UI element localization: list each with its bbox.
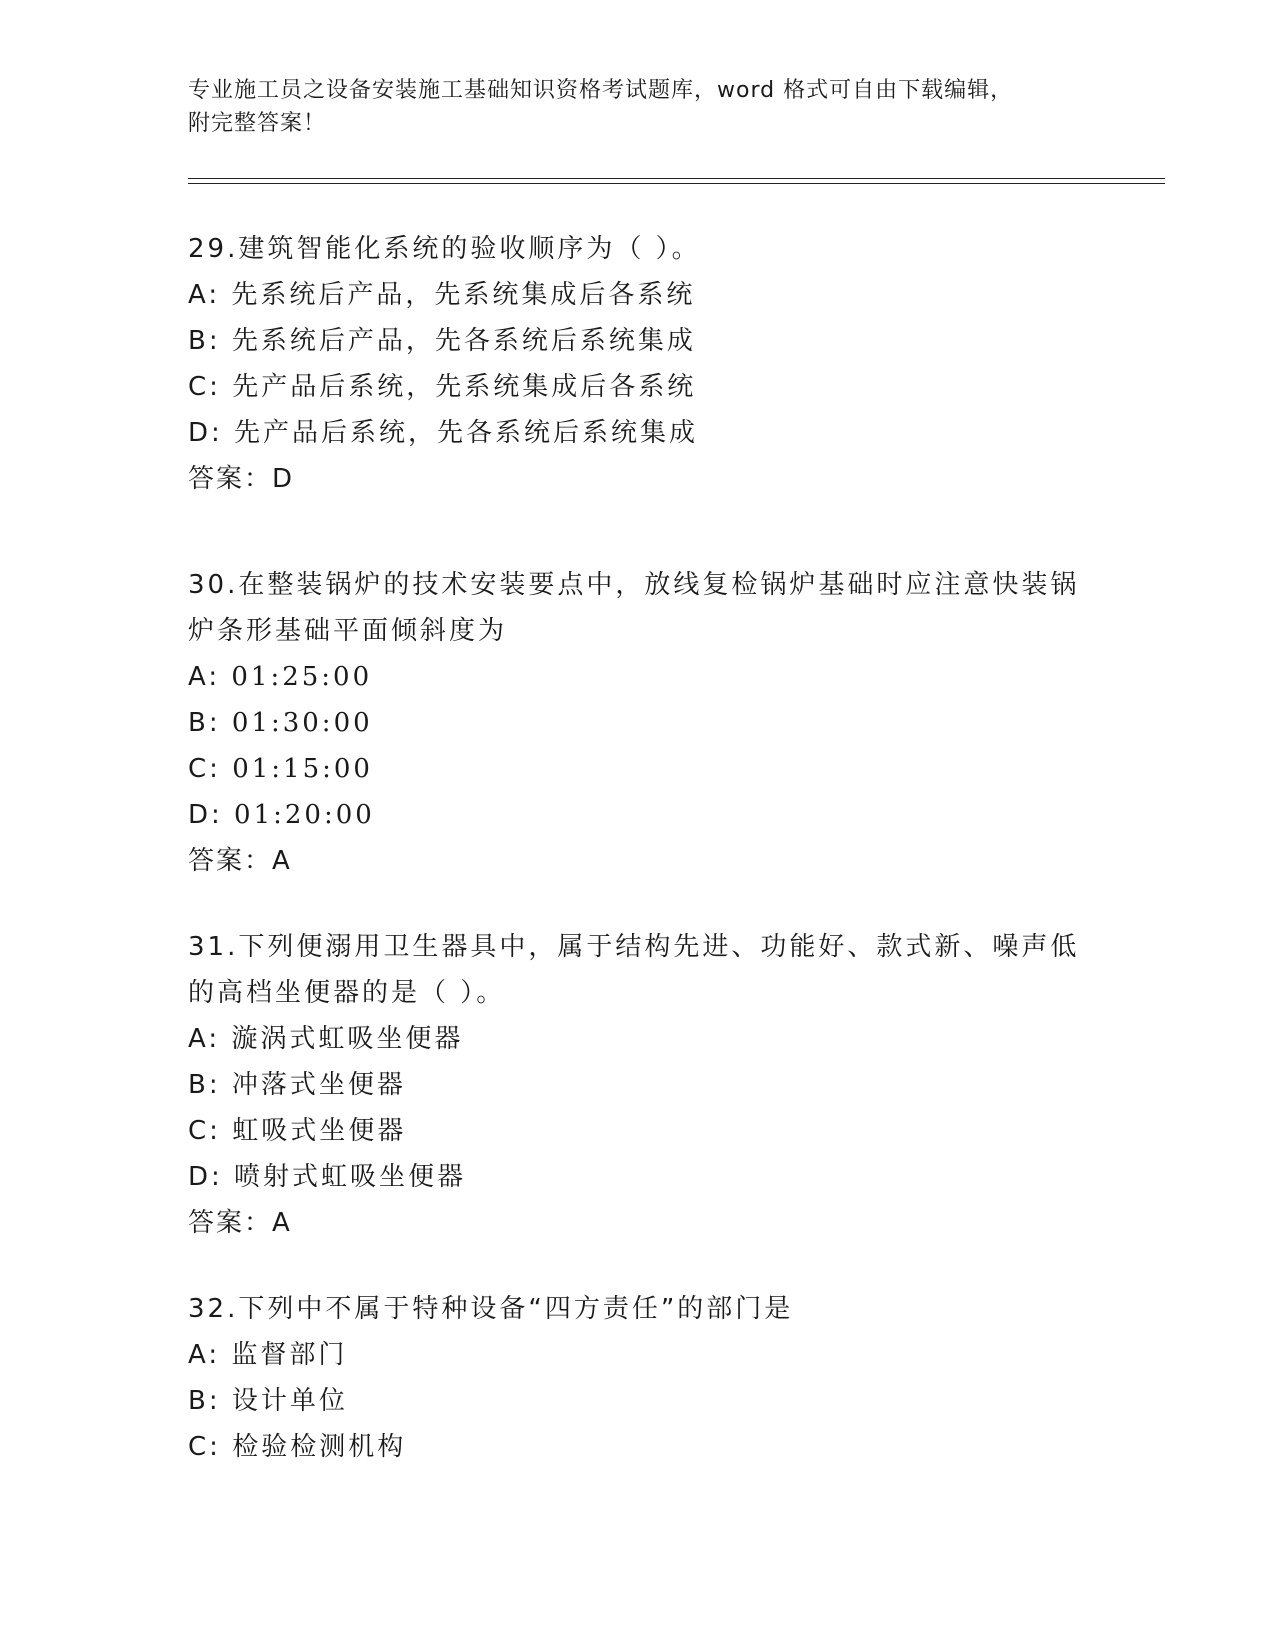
question-32: [188, 1286, 1088, 1470]
answer-line: 答案：D: [188, 464, 295, 494]
option-text: 冲落式坐便器: [231, 1070, 406, 1100]
option-b: [188, 318, 1088, 364]
option-b: [188, 700, 1088, 746]
option-text: 01:20:00: [234, 800, 375, 830]
option-d: [188, 1154, 1088, 1200]
option-c: [188, 364, 1088, 410]
option-b: [188, 1062, 1088, 1108]
question-30: [188, 562, 1088, 884]
option-b: [188, 1378, 1088, 1424]
option-a: [188, 1016, 1088, 1062]
header-line-1: 专业施工员之设备安装施工基础知识资格考试题库，word 格式可自由下载编辑，: [188, 78, 1014, 103]
option-text: 先系统后产品，先系统集成后各系统: [231, 280, 696, 310]
option-text: 01:25:00: [231, 662, 373, 692]
question-29: [188, 226, 1088, 502]
header-line-2: 附完整答案！: [188, 111, 327, 136]
option-c: [188, 746, 1088, 792]
option-key: C:: [188, 372, 221, 402]
option-key: B:: [188, 326, 221, 356]
option-text: 漩涡式虹吸坐便器: [231, 1024, 464, 1054]
answer-line: 答案：A: [188, 846, 292, 876]
option-key: D:: [188, 418, 223, 448]
option-key: A:: [188, 662, 221, 692]
option-key: B:: [188, 1070, 221, 1100]
option-a: [188, 1332, 1088, 1378]
option-key: A:: [188, 280, 221, 310]
header-divider-top: [188, 178, 1165, 179]
option-key: C:: [188, 1432, 221, 1462]
question-stem-line-2: 炉条形基础平面倾斜度为: [188, 616, 508, 646]
option-key: D:: [188, 1162, 223, 1192]
option-key: C:: [188, 754, 221, 784]
option-key: D:: [188, 800, 223, 830]
option-a: [188, 272, 1088, 318]
question-stem: 32.下列中不属于特种设备“四方责任”的部门是: [188, 1294, 794, 1324]
option-key: B:: [188, 1386, 221, 1416]
option-text: 监督部门: [231, 1340, 348, 1370]
option-c: [188, 1424, 1088, 1470]
question-stem-line-2: 的高档坐便器的是（ ）。: [188, 978, 506, 1008]
option-a: [188, 654, 1088, 700]
option-d: [188, 792, 1088, 838]
option-d: [188, 410, 1088, 456]
option-key: A:: [188, 1024, 221, 1054]
option-text: 先产品后系统，先系统集成后各系统: [232, 372, 697, 402]
option-text: 虹吸式坐便器: [232, 1116, 407, 1146]
option-text: 先产品后系统，先各系统后系统集成: [234, 418, 699, 448]
option-text: 01:15:00: [232, 754, 373, 784]
option-c: [188, 1108, 1088, 1154]
option-text: 01:30:00: [231, 708, 373, 738]
option-key: A:: [188, 1340, 221, 1370]
document-header: [188, 74, 1088, 140]
header-divider-bottom: [188, 183, 1165, 184]
option-key: B:: [188, 708, 221, 738]
question-stem-line-1: 30.在整装锅炉的技术安装要点中，放线复检锅炉基础时应注意快装锅: [188, 570, 1080, 600]
question-31: [188, 924, 1088, 1246]
answer-line: 答案：A: [188, 1208, 292, 1238]
question-stem-line-1: 31.下列便溺用卫生器具中，属于结构先进、功能好、款式新、噪声低: [188, 932, 1080, 962]
option-text: 喷射式虹吸坐便器: [234, 1162, 467, 1192]
question-stem: 29.建筑智能化系统的验收顺序为（ ）。: [188, 234, 701, 264]
option-key: C:: [188, 1116, 221, 1146]
option-text: 先系统后产品，先各系统后系统集成: [231, 326, 696, 356]
option-text: 检验检测机构: [232, 1432, 407, 1462]
option-text: 设计单位: [231, 1386, 348, 1416]
